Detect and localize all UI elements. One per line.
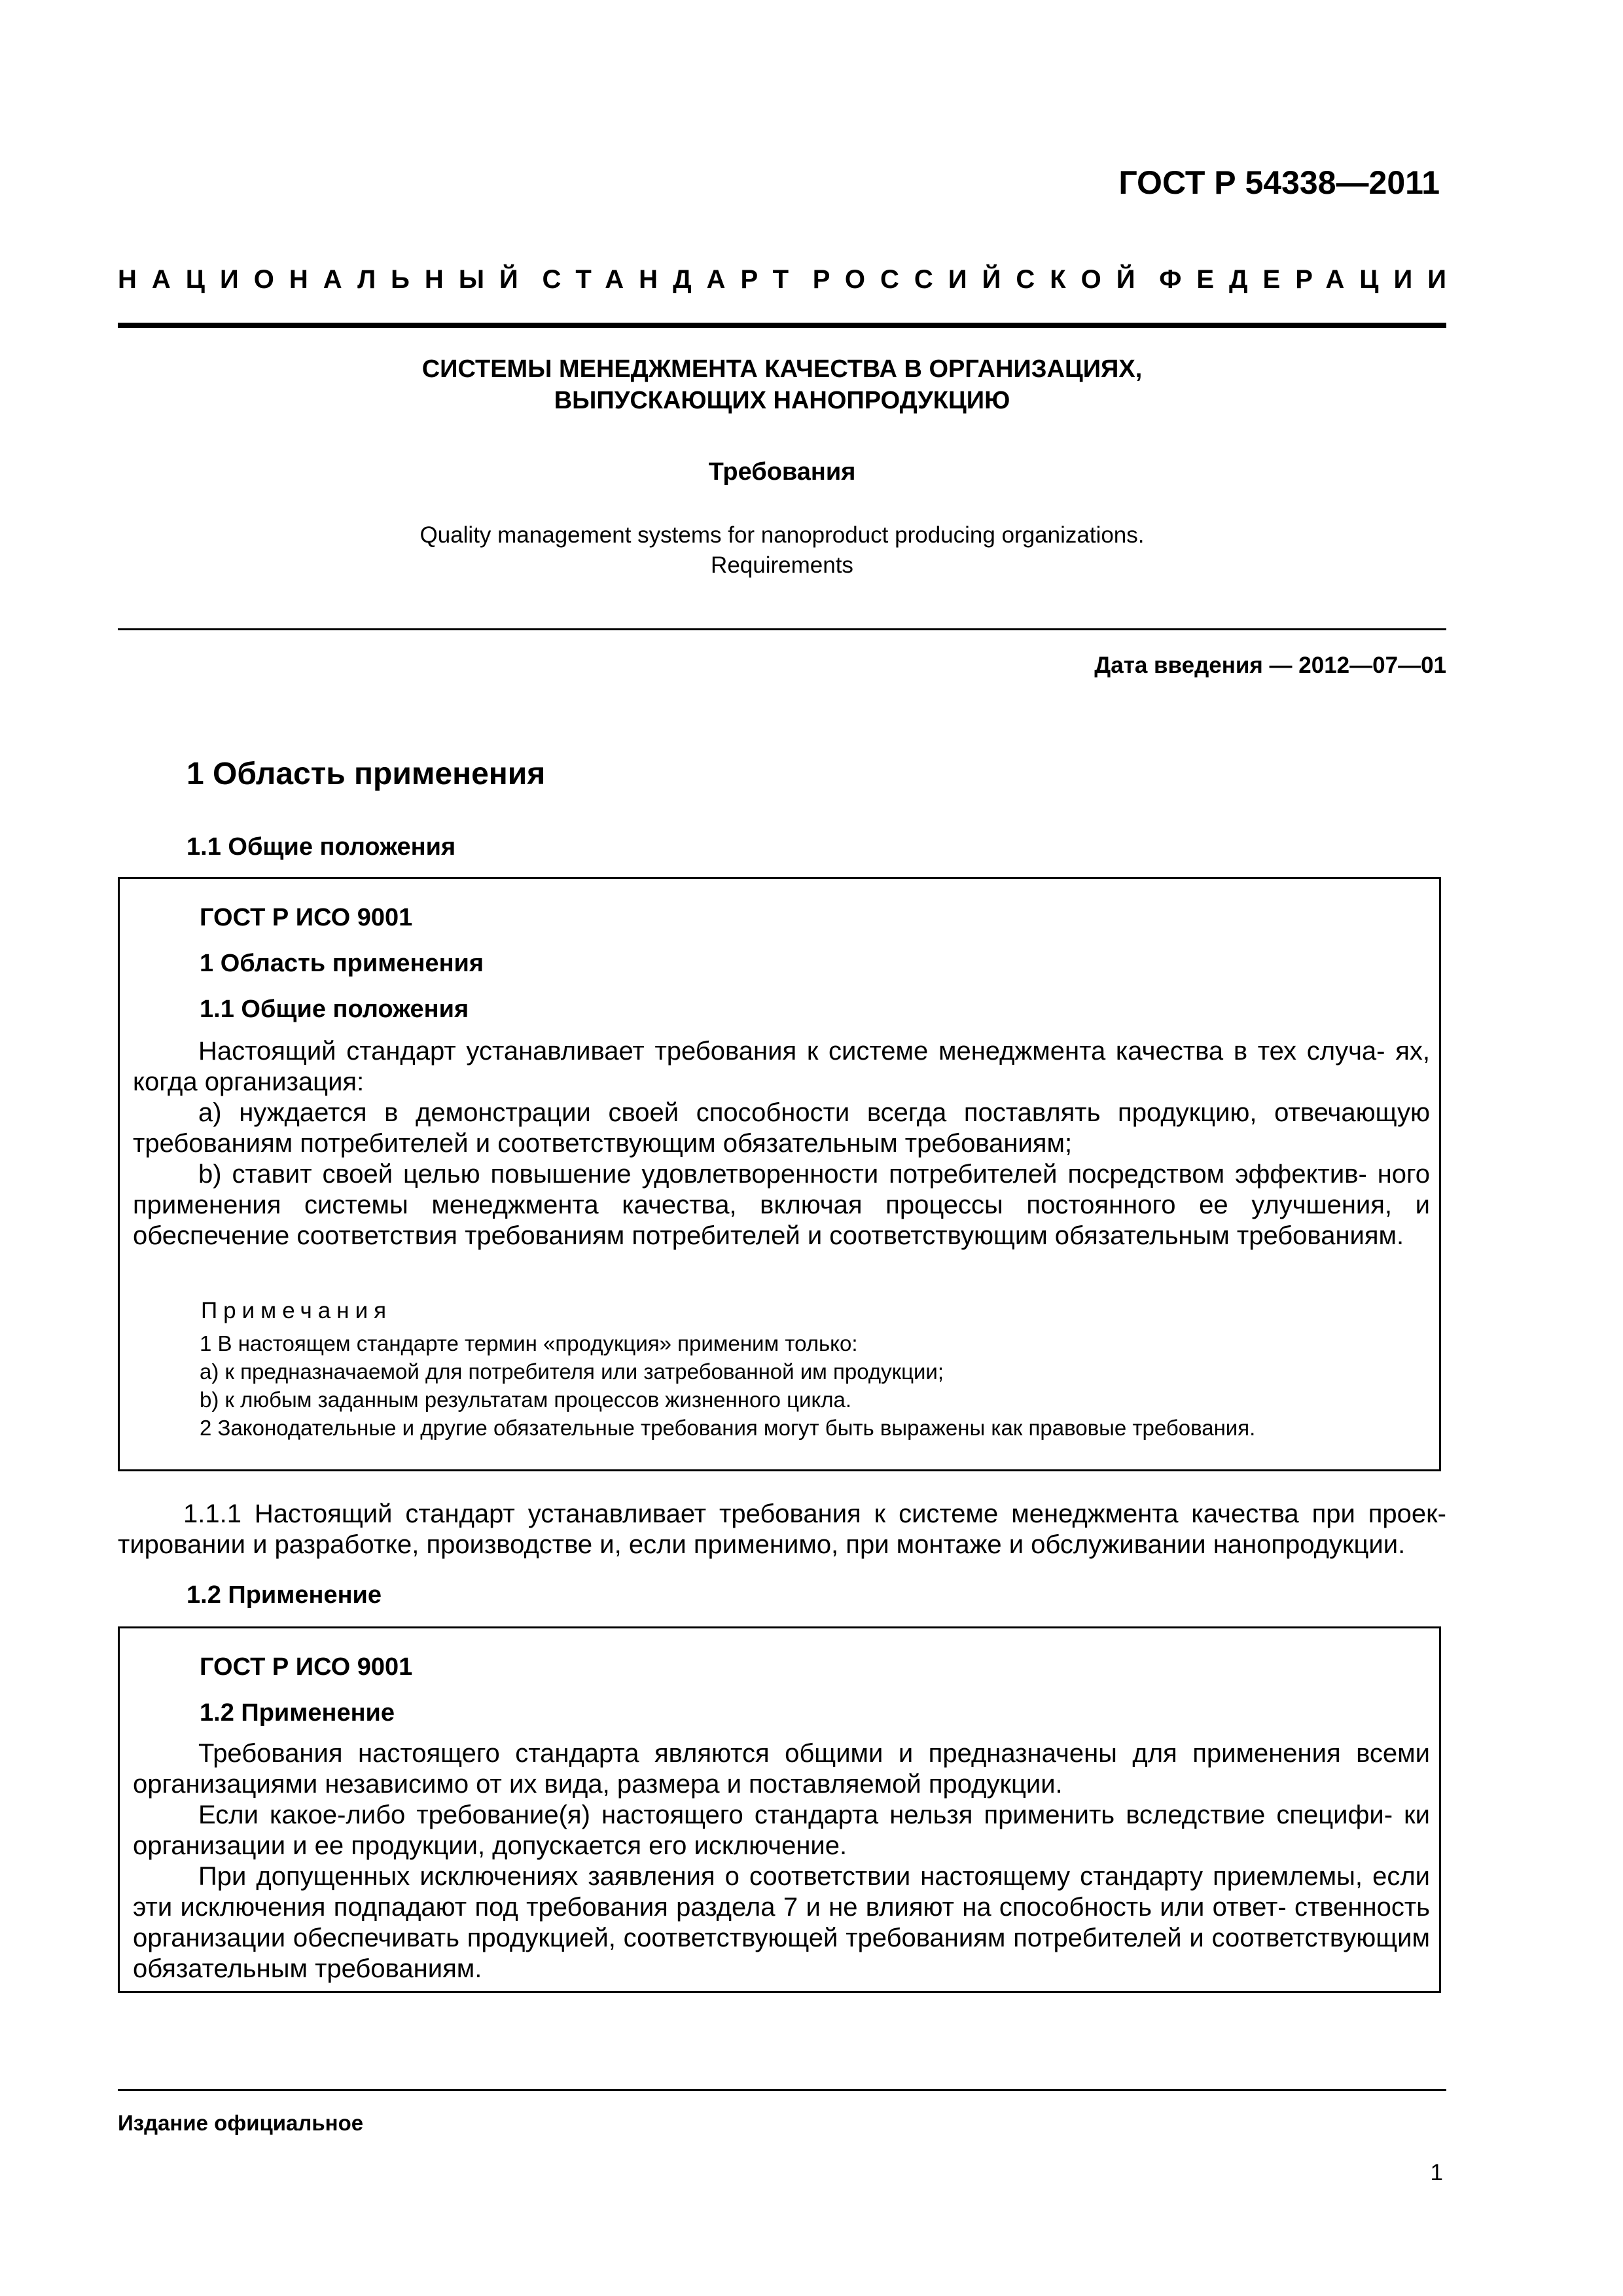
english-title-line: Requirements <box>711 552 853 578</box>
title-divider <box>118 628 1446 630</box>
box-paragraph: Требования настоящего стандарта являются общими и предназначены для применения всеми организациями независимо от их вида, размера и поставляемой продукции. <box>133 1739 1430 1799</box>
title-line: СИСТЕМЫ МЕНЕДЖМЕНТА КАЧЕСТВА В ОРГАНИЗАЦИЯХ, <box>421 355 1143 383</box>
note-item: a) к предназначаемой для потребителя или затребованной им продукции; <box>200 1359 944 1384</box>
section-heading: 1 Область применения <box>187 757 546 791</box>
subsection-heading: 1.1 Общие положения <box>187 833 456 861</box>
footer-divider <box>118 2089 1446 2091</box>
banner-word: НАЦИОНАЛЬНЫЙ <box>118 265 533 294</box>
note-item: b) к любым заданным результатам процессов жизненного цикла. <box>200 1388 852 1412</box>
quoted-standard-box <box>118 877 1441 1471</box>
introduction-date: Дата введения — 2012—07—01 <box>1094 653 1446 678</box>
national-standard-banner <box>118 265 1461 295</box>
subsection-heading: 1.2 Применение <box>187 1581 382 1609</box>
banner-word: СТАНДАРТ <box>542 265 804 294</box>
box-heading: 1 Область применения <box>200 950 484 977</box>
box-subheading: 1.1 Общие положения <box>200 996 469 1023</box>
document-number: ГОСТ Р 54338—2011 <box>1118 164 1440 201</box>
banner-word: ФЕДЕРАЦИИ <box>1159 265 1461 294</box>
quoted-standard-box <box>118 1626 1441 1993</box>
banner-word: РОССИЙСКОЙ <box>812 265 1150 294</box>
edition-label: Издание официальное <box>118 2111 364 2135</box>
header-divider <box>118 323 1446 328</box>
title-line: ВЫПУСКАЮЩИХ НАНОПРОДУКЦИЮ <box>554 387 1010 414</box>
document-title <box>118 353 1446 416</box>
box-paragraph: a) нуждается в демонстрации своей способности всегда поставлять продукцию, отвечающую требованиям потребителей и соответствующим обязательным требованиям; <box>133 1098 1430 1158</box>
note-item: 1 В настоящем стандарте термин «продукция» применим только: <box>200 1331 858 1355</box>
box-paragraph: Если какое-либо требование(я) настоящего стандарта нельзя применить вследствие специфи- ки организации и ее продукции, допускается его исключение. <box>133 1801 1430 1860</box>
document-subtitle: Требования <box>708 458 856 486</box>
english-title <box>118 520 1446 581</box>
page-number: 1 <box>1430 2160 1443 2185</box>
box-paragraph: b) ставит своей целью повышение удовлетворенности потребителей посредством эффектив- ного применения системы менеджмента качества, включая процессы постоянного ее улучшения, и обеспечение соответствия требованиям потребителей и соответствующим обязательным требованиям. <box>133 1160 1430 1250</box>
english-title-line: Quality management systems for nanoproduct producing organizations. <box>419 522 1145 548</box>
box-paragraph: Настоящий стандарт устанавливает требования к системе менеджмента качества в тех случа- ях, когда организация: <box>133 1037 1430 1096</box>
box-subheading: 1.2 Применение <box>200 1699 395 1727</box>
box-reference: ГОСТ Р ИСО 9001 <box>200 904 413 931</box>
clause-paragraph: 1.1.1 Настоящий стандарт устанавливает требования к системе менеджмента качества при проек- тировании и разработке, производстве и, если применимо, при монтаже и обслуживании нанопродукции. <box>118 1499 1446 1559</box>
notes-title: Примечания <box>201 1298 393 1323</box>
box-reference: ГОСТ Р ИСО 9001 <box>200 1653 413 1681</box>
note-item: 2 Законодательные и другие обязательные требования могут быть выражены как правовые требования. <box>200 1416 1256 1440</box>
box-paragraph: При допущенных исключениях заявления о соответствии настоящему стандарту приемлемы, если эти исключения подпадают под требования раздела 7 и не влияют на способность или ответ- ственность организации обеспечивать продукцией, соответствующей требованиям потребителей и соответствующим обязательным требованиям. <box>133 1862 1430 1983</box>
